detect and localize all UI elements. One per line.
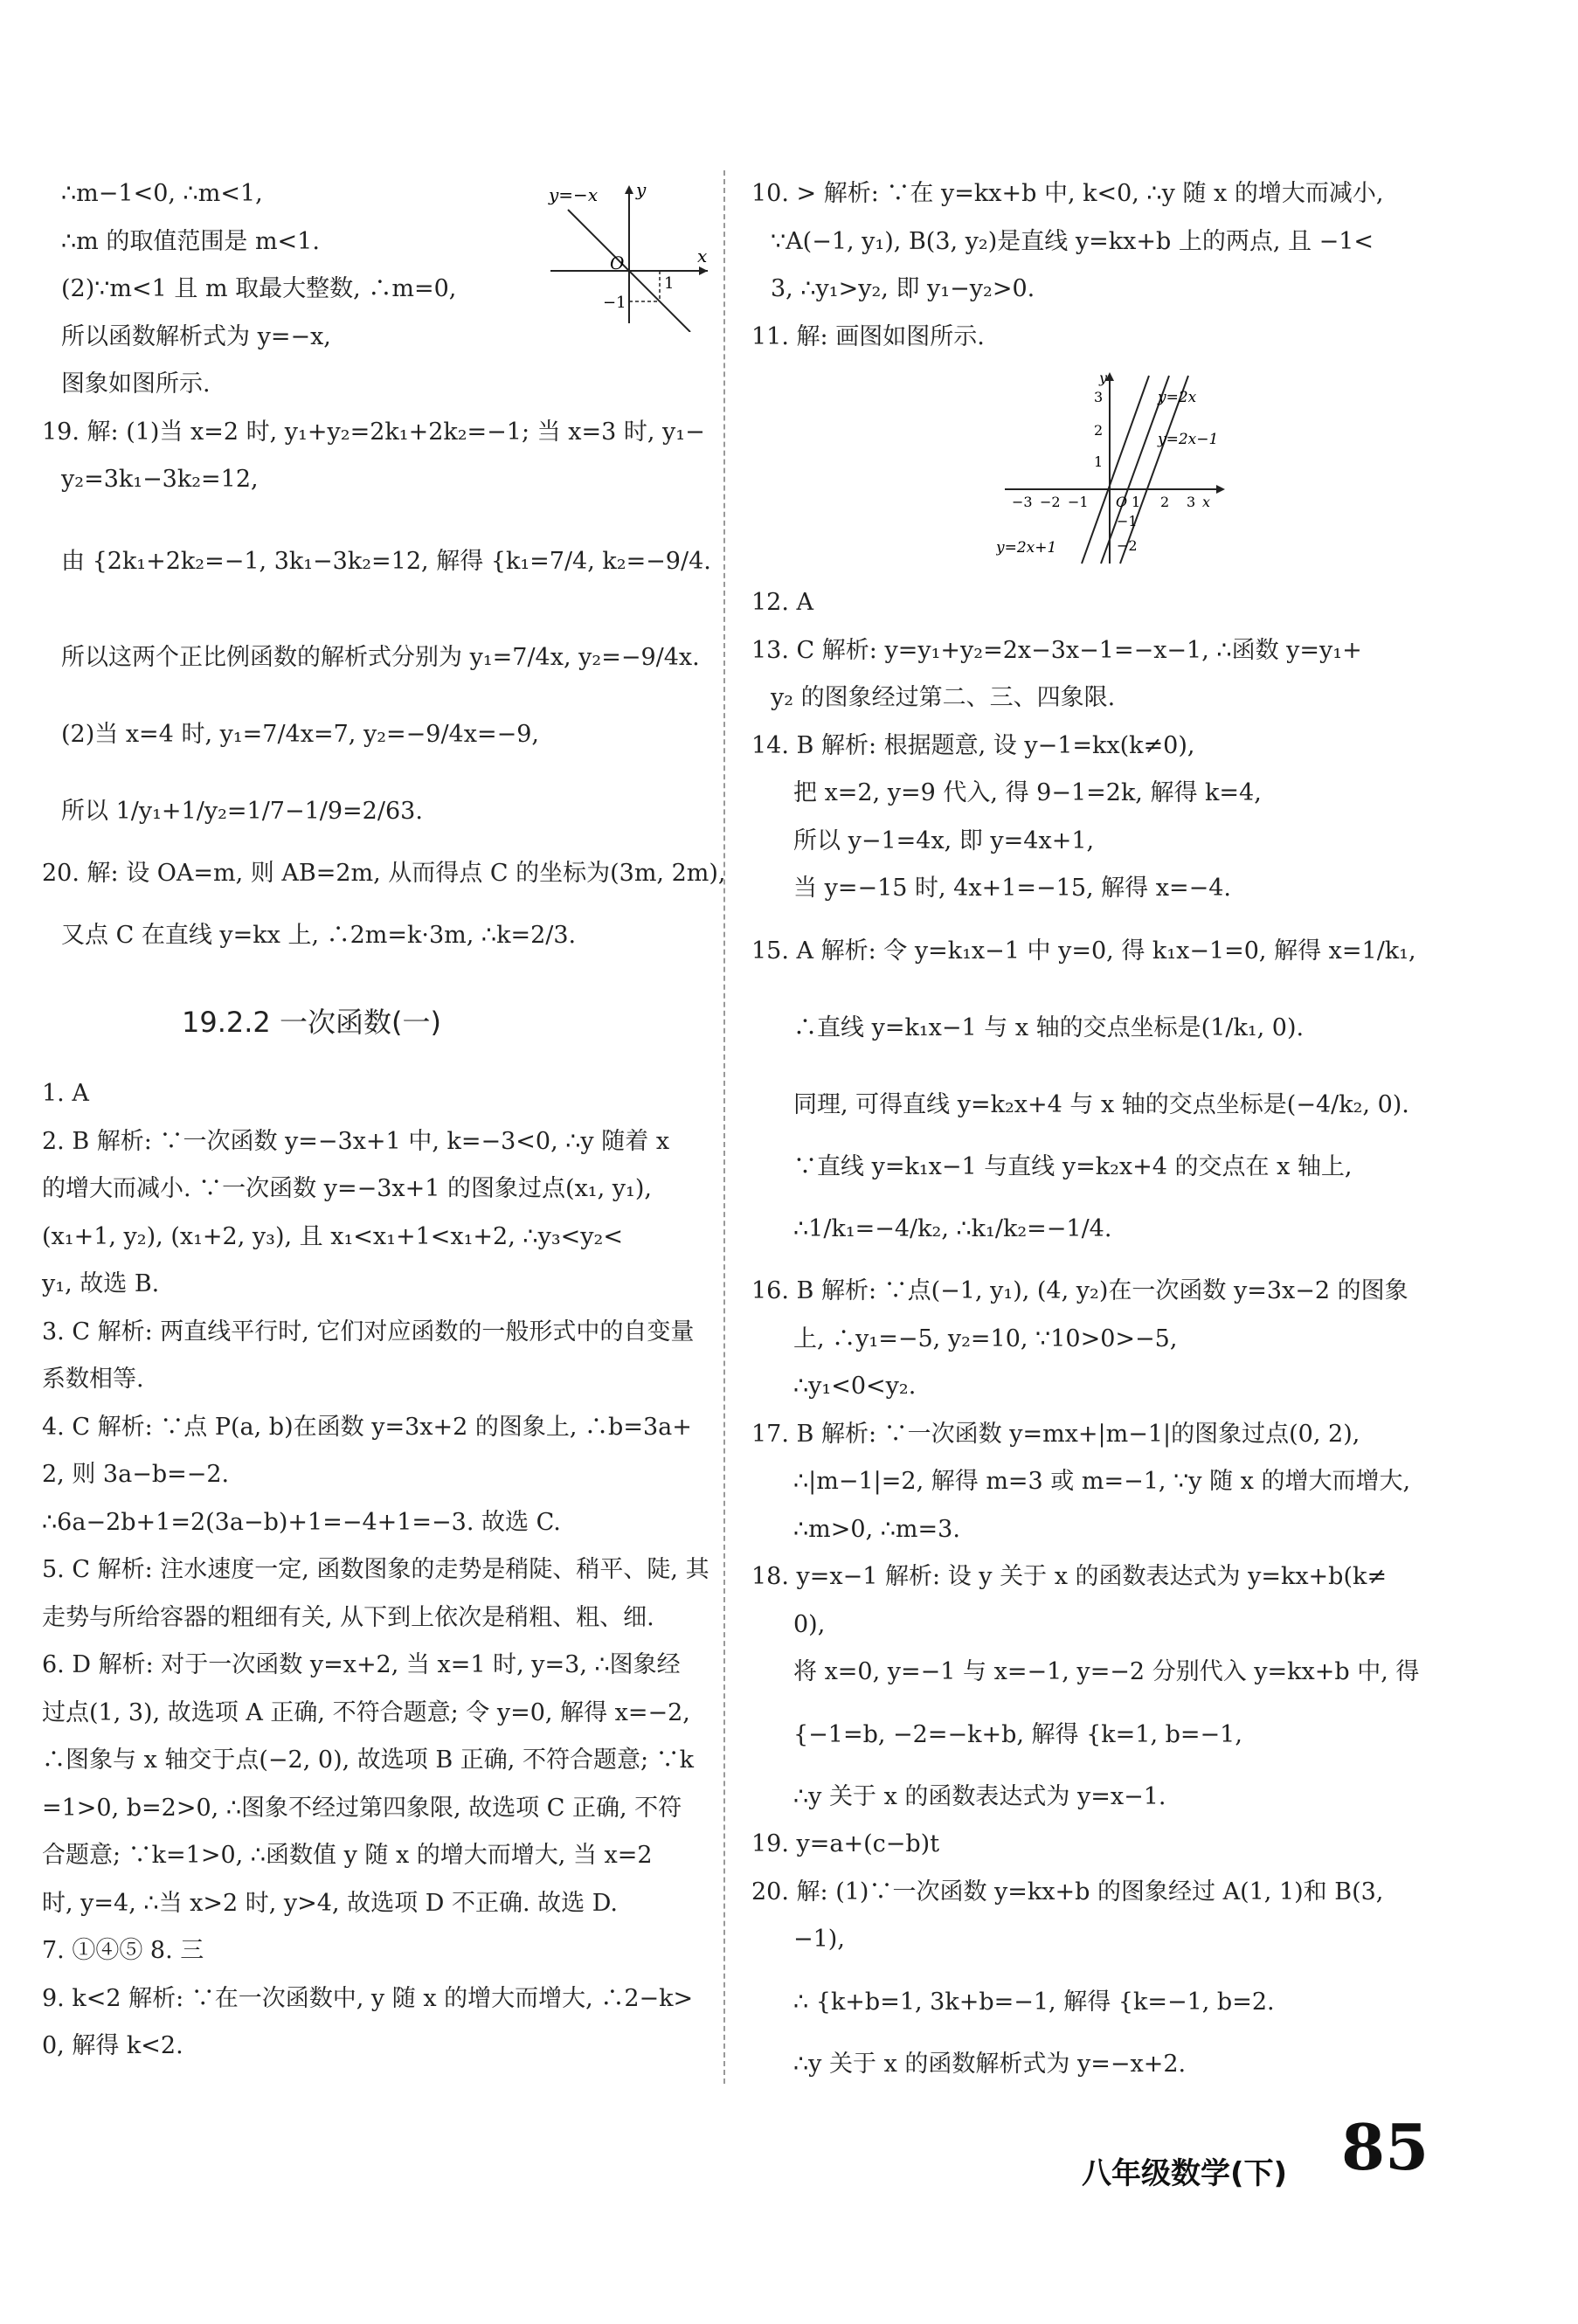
graph1-label: −1 bbox=[603, 294, 626, 312]
text-line: (x₁+1, y₂), (x₁+2, y₃), 且 x₁<x₁+1<x₁+2, ∴y₃<y₂< bbox=[42, 1222, 623, 1250]
section-title: 19.2.2 一次函数(一) bbox=[182, 1006, 441, 1039]
text-line: 14. B 解析: 根据题意, 设 y−1=kx(k≠0), bbox=[751, 731, 1195, 759]
graph2-label: −2 bbox=[1040, 494, 1061, 510]
text-line: 合题意; ∵k=1>0, ∴函数值 y 随 x 的增大而增大, 当 x=2 bbox=[42, 1842, 653, 1869]
text-line: 又点 C 在直线 y=kx 上, ∴2m=k·3m, ∴k=2/3. bbox=[61, 922, 577, 949]
text-line: 0, 解得 k<2. bbox=[42, 2032, 183, 2059]
text-line: 5. C 解析: 注水速度一定, 函数图象的走势是稍陡、稍平、陡, 其 bbox=[42, 1556, 709, 1583]
graph2-label: 3 bbox=[1187, 494, 1196, 510]
text-line: ∴y 关于 x 的函数解析式为 y=−x+2. bbox=[793, 2050, 1187, 2078]
text-line: 7. ①④⑤ 8. 三 bbox=[42, 1937, 204, 1964]
text-line: 2. B 解析: ∵一次函数 y=−3x+1 中, k=−3<0, ∴y 随着 x bbox=[42, 1127, 670, 1155]
text-line: ∴6a−2b+1=2(3a−b)+1=−4+1=−3. 故选 C. bbox=[42, 1508, 561, 1536]
text-line: ∴m 的取值范围是 m<1. bbox=[61, 227, 320, 255]
left-column bbox=[42, 170, 726, 2071]
graph1-label: 1 bbox=[664, 274, 675, 293]
text-line: 6. D 解析: 对于一次函数 y=x+2, 当 x=1 时, y=3, ∴图象经 bbox=[42, 1651, 681, 1678]
text-line: (2)当 x=4 时, y₁=7/4x=7, y₂=−9/4x=−9, bbox=[61, 720, 539, 748]
text-line: ∴m−1<0, ∴m<1, bbox=[61, 180, 263, 207]
text-line: 所以这两个正比例函数的解析式分别为 y₁=7/4x, y₂=−9/4x. bbox=[61, 643, 700, 671]
column-divider bbox=[723, 170, 725, 2084]
text-line: 2, 则 3a−b=−2. bbox=[42, 1461, 230, 1488]
text-line: 所以 y−1=4x, 即 y=4x+1, bbox=[793, 827, 1095, 854]
text-line: 20. 解: 设 OA=m, 则 AB=2m, 从而得点 C 的坐标为(3m, 2m), bbox=[42, 859, 726, 887]
text-line: =1>0, b=2>0, ∴图象不经过第四象限, 故选项 C 正确, 不符 bbox=[42, 1794, 682, 1822]
text-line: 把 x=2, y=9 代入, 得 9−1=2k, 解得 k=4, bbox=[793, 779, 1262, 806]
text-line: y₂ 的图象经过第二、三、四象限. bbox=[771, 684, 1116, 711]
text-line: ∵A(−1, y₁), B(3, y₂)是直线 y=kx+b 上的两点, 且 −1< bbox=[771, 227, 1374, 255]
text-line: 走势与所给容器的粗细有关, 从下到上依次是稍粗、粗、细. bbox=[42, 1603, 654, 1631]
text-line: 12. A bbox=[751, 589, 814, 616]
text-line: 当 y=−15 时, 4x+1=−15, 解得 x=−4. bbox=[793, 875, 1231, 902]
graph-y-equals-neg-x bbox=[542, 175, 716, 332]
text-line: 过点(1, 3), 故选项 A 正确, 不符合题意; 令 y=0, 解得 x=−2, bbox=[42, 1698, 690, 1726]
text-line: 20. 解: (1)∵一次函数 y=kx+b 的图象经过 A(1, 1)和 B(3, bbox=[751, 1878, 1384, 1906]
text-line: 1. A bbox=[42, 1080, 89, 1107]
text-line: 将 x=0, y=−1 与 x=−1, y=−2 分别代入 y=kx+b 中, 得 bbox=[793, 1658, 1420, 1685]
graph2-label: y=2x bbox=[1158, 389, 1197, 406]
text-line: 9. k<2 解析: ∵在一次函数中, y 随 x 的增大而增大, ∴2−k> bbox=[42, 1984, 694, 2012]
text-line: ∴|m−1|=2, 解得 m=3 或 m=−1, ∵y 随 x 的增大而增大, bbox=[793, 1468, 1411, 1495]
text-line: 所以函数解析式为 y=−x, bbox=[61, 322, 331, 350]
text-line: {−1=b, −2=−k+b, 解得 {k=1, b=−1, bbox=[793, 1720, 1242, 1748]
graph2-label: 3 bbox=[1094, 389, 1104, 405]
graph2-label: x bbox=[1202, 494, 1211, 510]
text-line: −1), bbox=[793, 1926, 845, 1953]
text-line: 时, y=4, ∴当 x>2 时, y>4, 故选项 D 不正确. 故选 D. bbox=[42, 1889, 618, 1917]
graph2-label: −1 bbox=[1117, 513, 1138, 529]
graph1-label: y=−x bbox=[549, 184, 599, 205]
text-line: 4. C 解析: ∵点 P(a, b)在函数 y=3x+2 的图象上, ∴b=3a+ bbox=[42, 1413, 692, 1441]
text-line: ∵直线 y=k₁x−1 与直线 y=k₂x+4 的交点在 x 轴上, bbox=[793, 1152, 1353, 1180]
text-line: 17. B 解析: ∵一次函数 y=mx+|m−1|的图象过点(0, 2), bbox=[751, 1420, 1360, 1448]
text-line: 上, ∴y₁=−5, y₂=10, ∵10>0>−5, bbox=[793, 1325, 1178, 1352]
graph2-label: −2 bbox=[1117, 537, 1138, 554]
text-line: 由 {2k₁+2k₂=−1, 3k₁−3k₂=12, 解得 {k₁=7/4, k₂=−9/4. bbox=[61, 547, 711, 575]
graph1-label: O bbox=[610, 252, 625, 273]
graph2-label: 1 bbox=[1132, 494, 1141, 510]
text-line: y₁, 故选 B. bbox=[42, 1270, 160, 1297]
graph2-label: −3 bbox=[1012, 494, 1033, 510]
graph2-label: −1 bbox=[1068, 494, 1089, 510]
graph2-label: y=2x−1 bbox=[1158, 431, 1219, 448]
text-line: ∴y 关于 x 的函数表达式为 y=x−1. bbox=[793, 1782, 1166, 1810]
text-line: y₂=3k₁−3k₂=12, bbox=[61, 466, 259, 493]
graph2-label: 2 bbox=[1094, 422, 1104, 439]
text-line: 16. B 解析: ∵点(−1, y₁), (4, y₂)在一次函数 y=3x−2 的图象 bbox=[751, 1277, 1408, 1304]
text-line: 18. y=x−1 解析: 设 y 关于 x 的函数表达式为 y=kx+b(k≠ bbox=[751, 1563, 1387, 1590]
graph2-label: 1 bbox=[1094, 453, 1104, 470]
text-line: 19. y=a+(c−b)t bbox=[751, 1830, 940, 1857]
text-line: 所以 1/y₁+1/y₂=1/7−1/9=2/63. bbox=[61, 797, 423, 825]
text-line: 10. > 解析: ∵在 y=kx+b 中, k<0, ∴y 随 x 的增大而减小, bbox=[751, 180, 1384, 207]
graph2-label: y=2x+1 bbox=[996, 539, 1057, 557]
graph2-label: y bbox=[1099, 370, 1108, 386]
graph2-label: 2 bbox=[1160, 494, 1170, 510]
graph-parallel-lines bbox=[996, 367, 1258, 568]
text-line: 3. C 解析: 两直线平行时, 它们对应函数的一般形式中的自变量 bbox=[42, 1318, 695, 1345]
text-line: 15. A 解析: 令 y=k₁x−1 中 y=0, 得 k₁x−1=0, 解得 x=1/k₁, bbox=[751, 937, 1416, 965]
text-line: 0), bbox=[793, 1610, 826, 1638]
text-line: 11. 解: 画图如图所示. bbox=[751, 322, 985, 350]
text-line: 系数相等. bbox=[42, 1366, 144, 1393]
graph2-label: O bbox=[1116, 494, 1128, 510]
text-line: ∴图象与 x 轴交于点(−2, 0), 故选项 B 正确, 不符合题意; ∵k bbox=[42, 1746, 694, 1774]
text-line: 的增大而减小. ∵一次函数 y=−3x+1 的图象过点(x₁, y₁), bbox=[42, 1175, 652, 1202]
text-line: 13. C 解析: y=y₁+y₂=2x−3x−1=−x−1, ∴函数 y=y₁+ bbox=[751, 636, 1362, 664]
text-line: ∴ {k+b=1, 3k+b=−1, 解得 {k=−1, b=2. bbox=[793, 1988, 1275, 2016]
graph1-label: x bbox=[697, 246, 708, 266]
text-line: (2)∵m<1 且 m 取最大整数, ∴m=0, bbox=[61, 275, 457, 302]
book-label: 八年级数学(下) bbox=[1082, 2156, 1288, 2191]
text-line: ∴m>0, ∴m=3. bbox=[793, 1515, 960, 1543]
page-number: 85 bbox=[1341, 2110, 1429, 2184]
text-line: 3, ∴y₁>y₂, 即 y₁−y₂>0. bbox=[771, 275, 1035, 302]
graph1-label: y bbox=[636, 179, 647, 200]
text-line: 同理, 可得直线 y=k₂x+4 与 x 轴的交点坐标是(−4/k₂, 0). bbox=[793, 1090, 1409, 1118]
text-line: ∴1/k₁=−4/k₂, ∴k₁/k₂=−1/4. bbox=[793, 1215, 1112, 1242]
text-line: 图象如图所示. bbox=[61, 370, 211, 398]
text-line: 19. 解: (1)当 x=2 时, y₁+y₂=2k₁+2k₂=−1; 当 x=3 时, y₁− bbox=[42, 418, 705, 446]
text-line: ∴y₁<0<y₂. bbox=[793, 1373, 917, 1400]
text-line: ∴直线 y=k₁x−1 与 x 轴的交点坐标是(1/k₁, 0). bbox=[793, 1013, 1305, 1041]
